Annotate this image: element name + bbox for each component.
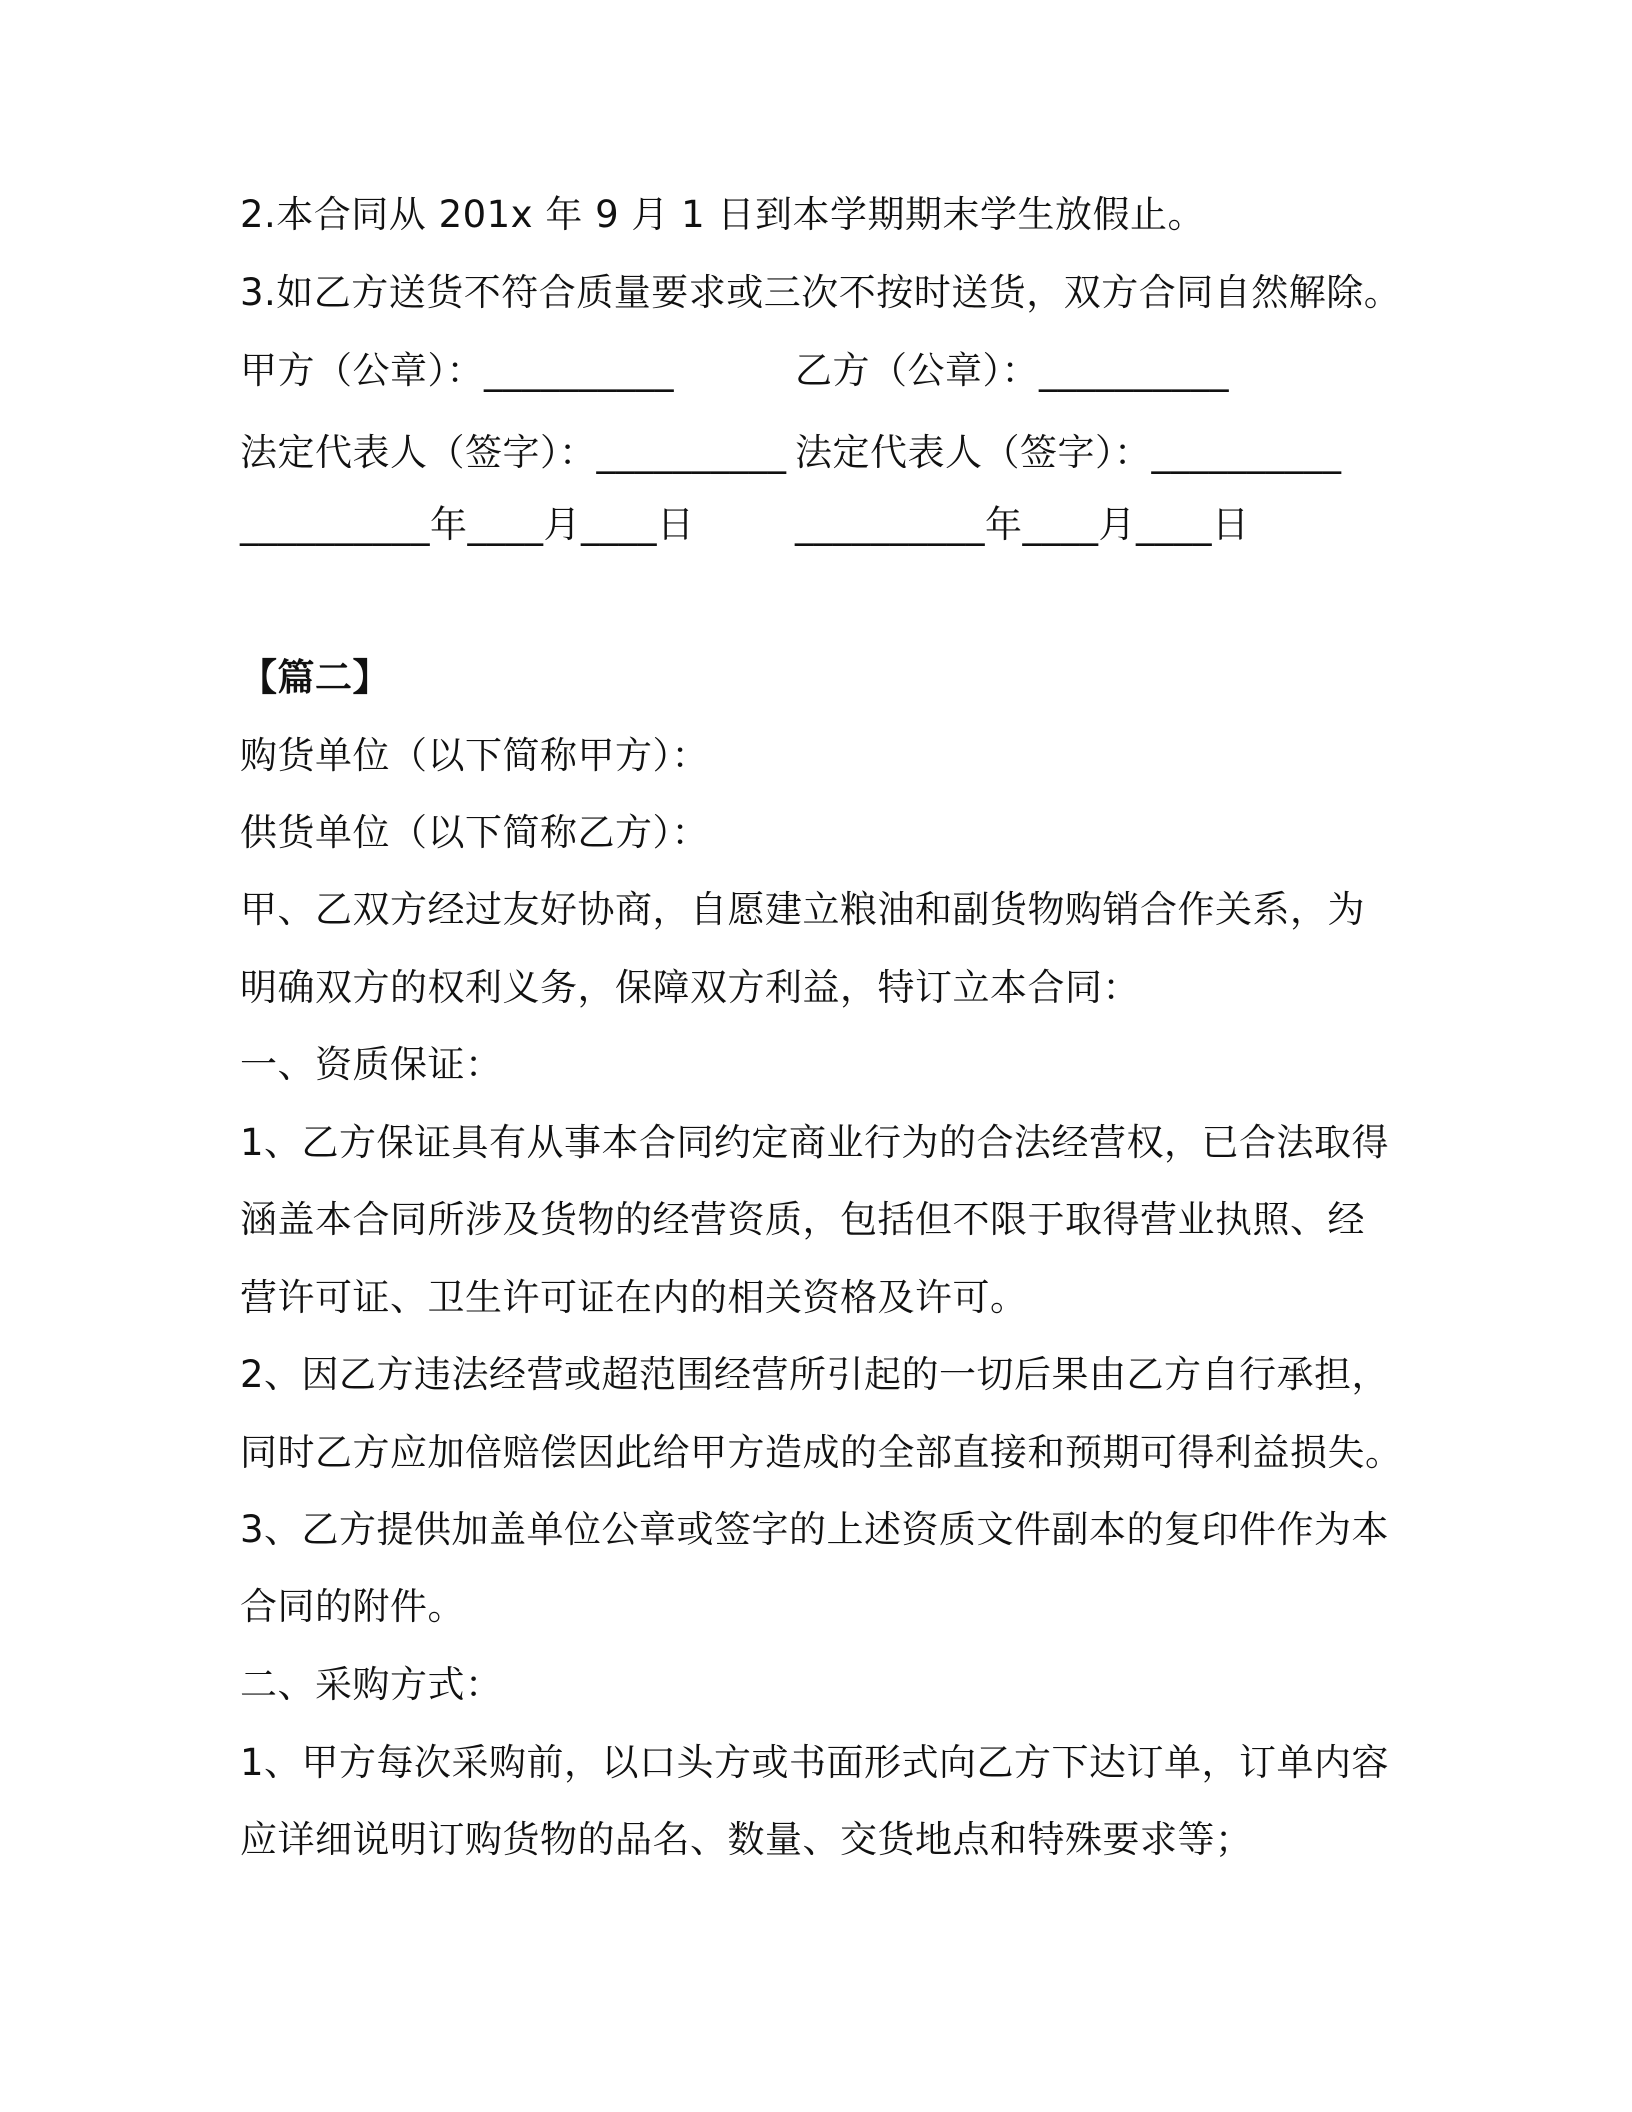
date-b-field: __________年____月____日 <box>795 503 1250 546</box>
buyer-line: 购货单位（以下简称甲方）： <box>240 734 709 777</box>
s1-item1-line: 涵盖本合同所涉及货物的经营资质，包括但不限于取得营业执照、经 <box>240 1198 1365 1241</box>
date-a-field: __________年____月____日 <box>240 503 695 546</box>
s1-item1-line: 营许可证、卫生许可证在内的相关资格及许可。 <box>240 1276 1028 1319</box>
party-b-seal-field: 乙方（公章）：__________ <box>795 349 1229 392</box>
section-2-title: 二、采购方式： <box>240 1663 503 1706</box>
s1-item3-line: 合同的附件。 <box>240 1585 465 1628</box>
legal-rep-b-field: 法定代表人（签字）：__________ <box>795 431 1342 474</box>
s1-item1-line: 1、乙方保证具有从事本合同约定商业行为的合法经营权，已合法取得 <box>240 1121 1390 1164</box>
s1-item2-line: 同时乙方应加倍赔偿因此给甲方造成的全部直接和预期可得利益损失。 <box>240 1431 1403 1474</box>
s1-item2-line: 2、因乙方违法经营或超范围经营所引起的一切后果由乙方自行承担， <box>240 1353 1390 1396</box>
clause-3-termination: 3.如乙方送货不符合质量要求或三次不按时送货，双方合同自然解除。 <box>240 271 1402 314</box>
section-1-title: 一、资质保证： <box>240 1043 503 1086</box>
s1-item3-line: 3、乙方提供加盖单位公章或签字的上述资质文件副本的复印件作为本 <box>240 1508 1390 1551</box>
section-heading-part2: 【篇二】 <box>240 656 390 699</box>
supplier-line: 供货单位（以下简称乙方）： <box>240 811 709 854</box>
legal-rep-a-field: 法定代表人（签字）：__________ <box>240 431 787 474</box>
intro-paragraph-line: 甲、乙双方经过友好协商，自愿建立粮油和副货物购销合作关系，为 <box>240 888 1365 931</box>
s2-item1-line: 1、甲方每次采购前，以口头方或书面形式向乙方下达订单，订单内容 <box>240 1741 1390 1784</box>
intro-paragraph-line: 明确双方的权利义务，保障双方利益，特订立本合同： <box>240 966 1140 1009</box>
s2-item1-line: 应详细说明订购货物的品名、数量、交货地点和特殊要求等； <box>240 1818 1253 1861</box>
clause-2-term: 2.本合同从 201x 年 9 月 1 日到本学期期末学生放假止。 <box>240 193 1205 236</box>
party-a-seal-field: 甲方（公章）：__________ <box>240 349 674 392</box>
